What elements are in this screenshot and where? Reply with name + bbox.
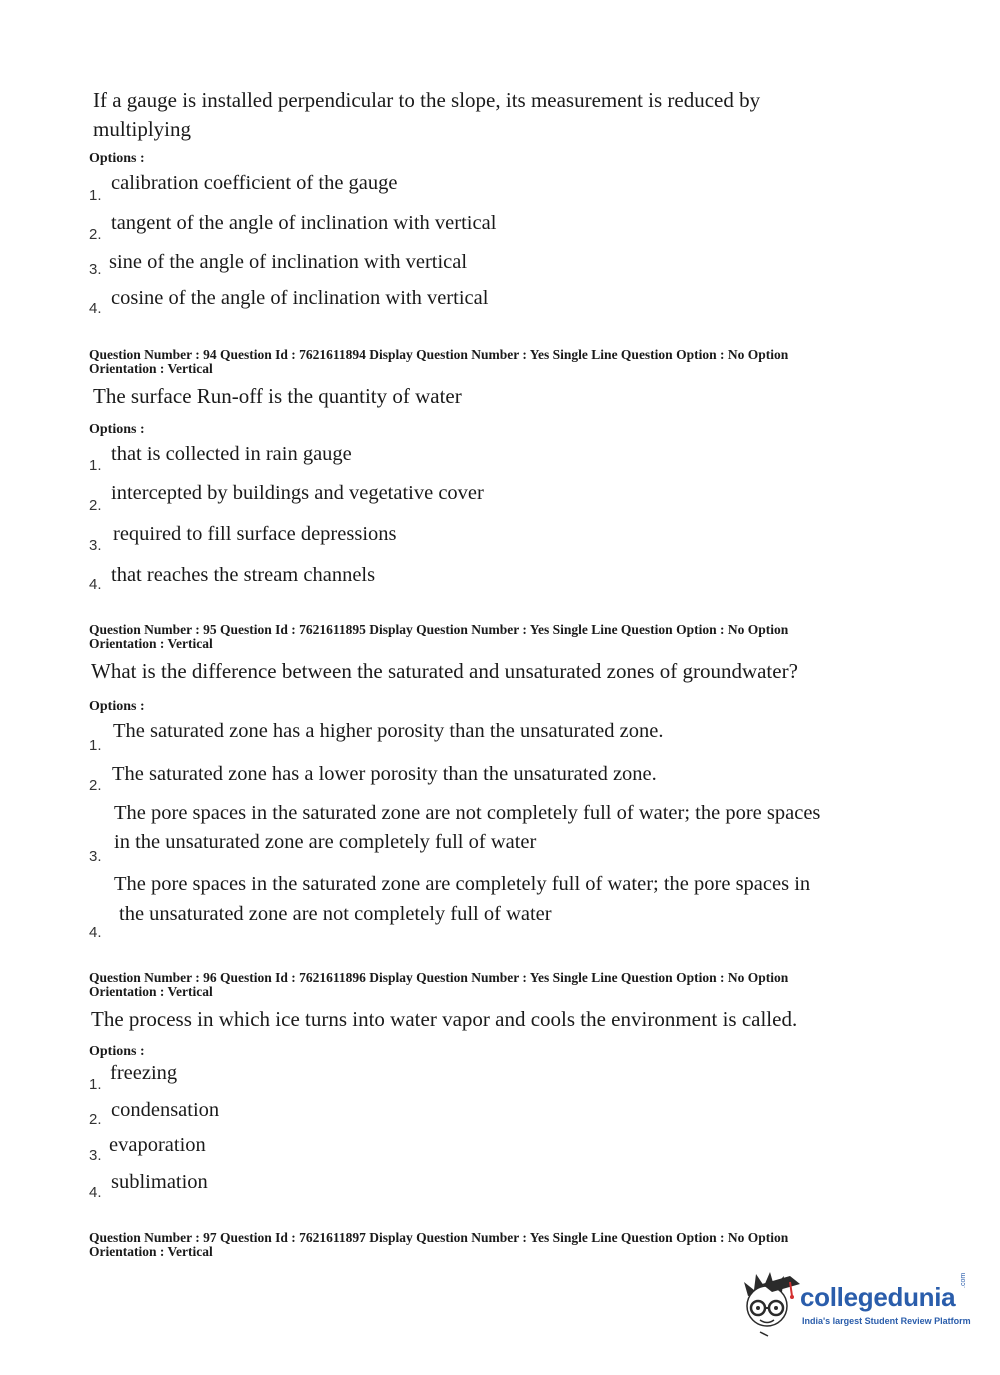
option-number: 3. [89, 848, 102, 865]
option-number: 3. [89, 261, 102, 278]
option-text: cosine of the angle of inclination with vertical [111, 287, 489, 309]
question-93-text [93, 86, 883, 144]
option-number: 4. [89, 924, 102, 941]
option-text: calibration coefficient of the gauge [111, 172, 398, 194]
option-text: that is collected in rain gauge [111, 443, 352, 465]
meta-line: Orientation : Vertical [89, 984, 213, 999]
option-number: 2. [89, 226, 102, 243]
option-text: The saturated zone has a lower porosity than the unsaturated zone. [112, 763, 657, 785]
option-text: intercepted by buildings and vegetative cover [111, 482, 484, 504]
question-94-text: The surface Run-off is the quantity of water [93, 384, 462, 408]
question-93-line1: If a gauge is installed perpendicular to the slope, its measurement is reduced by [93, 88, 761, 112]
question-96-text: The process in which ice turns into water vapor and cools the environment is called. [91, 1007, 798, 1031]
option-number: 2. [89, 497, 102, 514]
meta-line: Orientation : Vertical [89, 361, 213, 376]
option-text: evaporation [109, 1134, 206, 1156]
option-text: sublimation [111, 1171, 208, 1193]
meta-line: Question Number : 96 Question Id : 7621611896 Display Question Number : Yes Single Line Question Option : No Option [89, 970, 789, 985]
option-number: 1. [89, 737, 102, 754]
meta-line: Question Number : 97 Question Id : 7621611897 Display Question Number : Yes Single Line Question Option : No Option [89, 1230, 789, 1245]
meta-line: Orientation : Vertical [89, 636, 213, 651]
question-97-meta [89, 1231, 879, 1259]
question-94-meta [89, 348, 879, 376]
option-text: The pore spaces in the saturated zone are completely full of water; the pore spaces in [114, 873, 811, 895]
mascot-icon [740, 1270, 802, 1338]
option-text: that reaches the stream channels [111, 564, 376, 586]
option-text: tangent of the angle of inclination with vertical [111, 212, 497, 234]
question-96-meta [89, 971, 879, 999]
option-text-continued: in the unsaturated zone are completely full of water [114, 831, 537, 853]
option-text: The saturated zone has a higher porosity than the unsaturated zone. [113, 720, 664, 742]
option-number: 4. [89, 1184, 102, 1201]
option-number: 1. [89, 187, 102, 204]
option-text: required to fill surface depressions [113, 523, 397, 545]
options-label: Options : [89, 151, 145, 166]
option-number: 3. [89, 537, 102, 554]
option-number: 4. [89, 300, 102, 317]
question-95-meta [89, 623, 879, 651]
question-93-line2: multiplying [93, 117, 192, 141]
option-number: 4. [89, 576, 102, 593]
option-text: condensation [111, 1099, 220, 1121]
meta-line: Orientation : Vertical [89, 1244, 213, 1259]
logo-tagline: India's largest Student Review Platform [802, 1316, 971, 1326]
logo-dotcom: .com [960, 1272, 967, 1288]
logo-wordmark: collegedunia [800, 1282, 956, 1312]
option-number: 1. [89, 457, 102, 474]
option-text: freezing [110, 1062, 178, 1084]
collegedunia-logo [740, 1270, 975, 1340]
option-number: 2. [89, 1111, 102, 1128]
option-text: sine of the angle of inclination with vertical [109, 251, 468, 273]
meta-line: Question Number : 95 Question Id : 7621611895 Display Question Number : Yes Single Line Question Option : No Option [89, 622, 789, 637]
options-label: Options : [89, 1044, 145, 1059]
option-text: The pore spaces in the saturated zone are not completely full of water; the pore spaces [114, 802, 821, 824]
options-label: Options : [89, 699, 145, 714]
option-number: 1. [89, 1076, 102, 1093]
option-number: 2. [89, 777, 102, 794]
question-95-text: What is the difference between the saturated and unsaturated zones of groundwater? [91, 659, 798, 683]
option-number: 3. [89, 1147, 102, 1164]
option-text-continued: the unsaturated zone are not completely full of water [119, 903, 552, 925]
options-label: Options : [89, 422, 145, 437]
meta-line: Question Number : 94 Question Id : 7621611894 Display Question Number : Yes Single Line Question Option : No Option [89, 347, 789, 362]
